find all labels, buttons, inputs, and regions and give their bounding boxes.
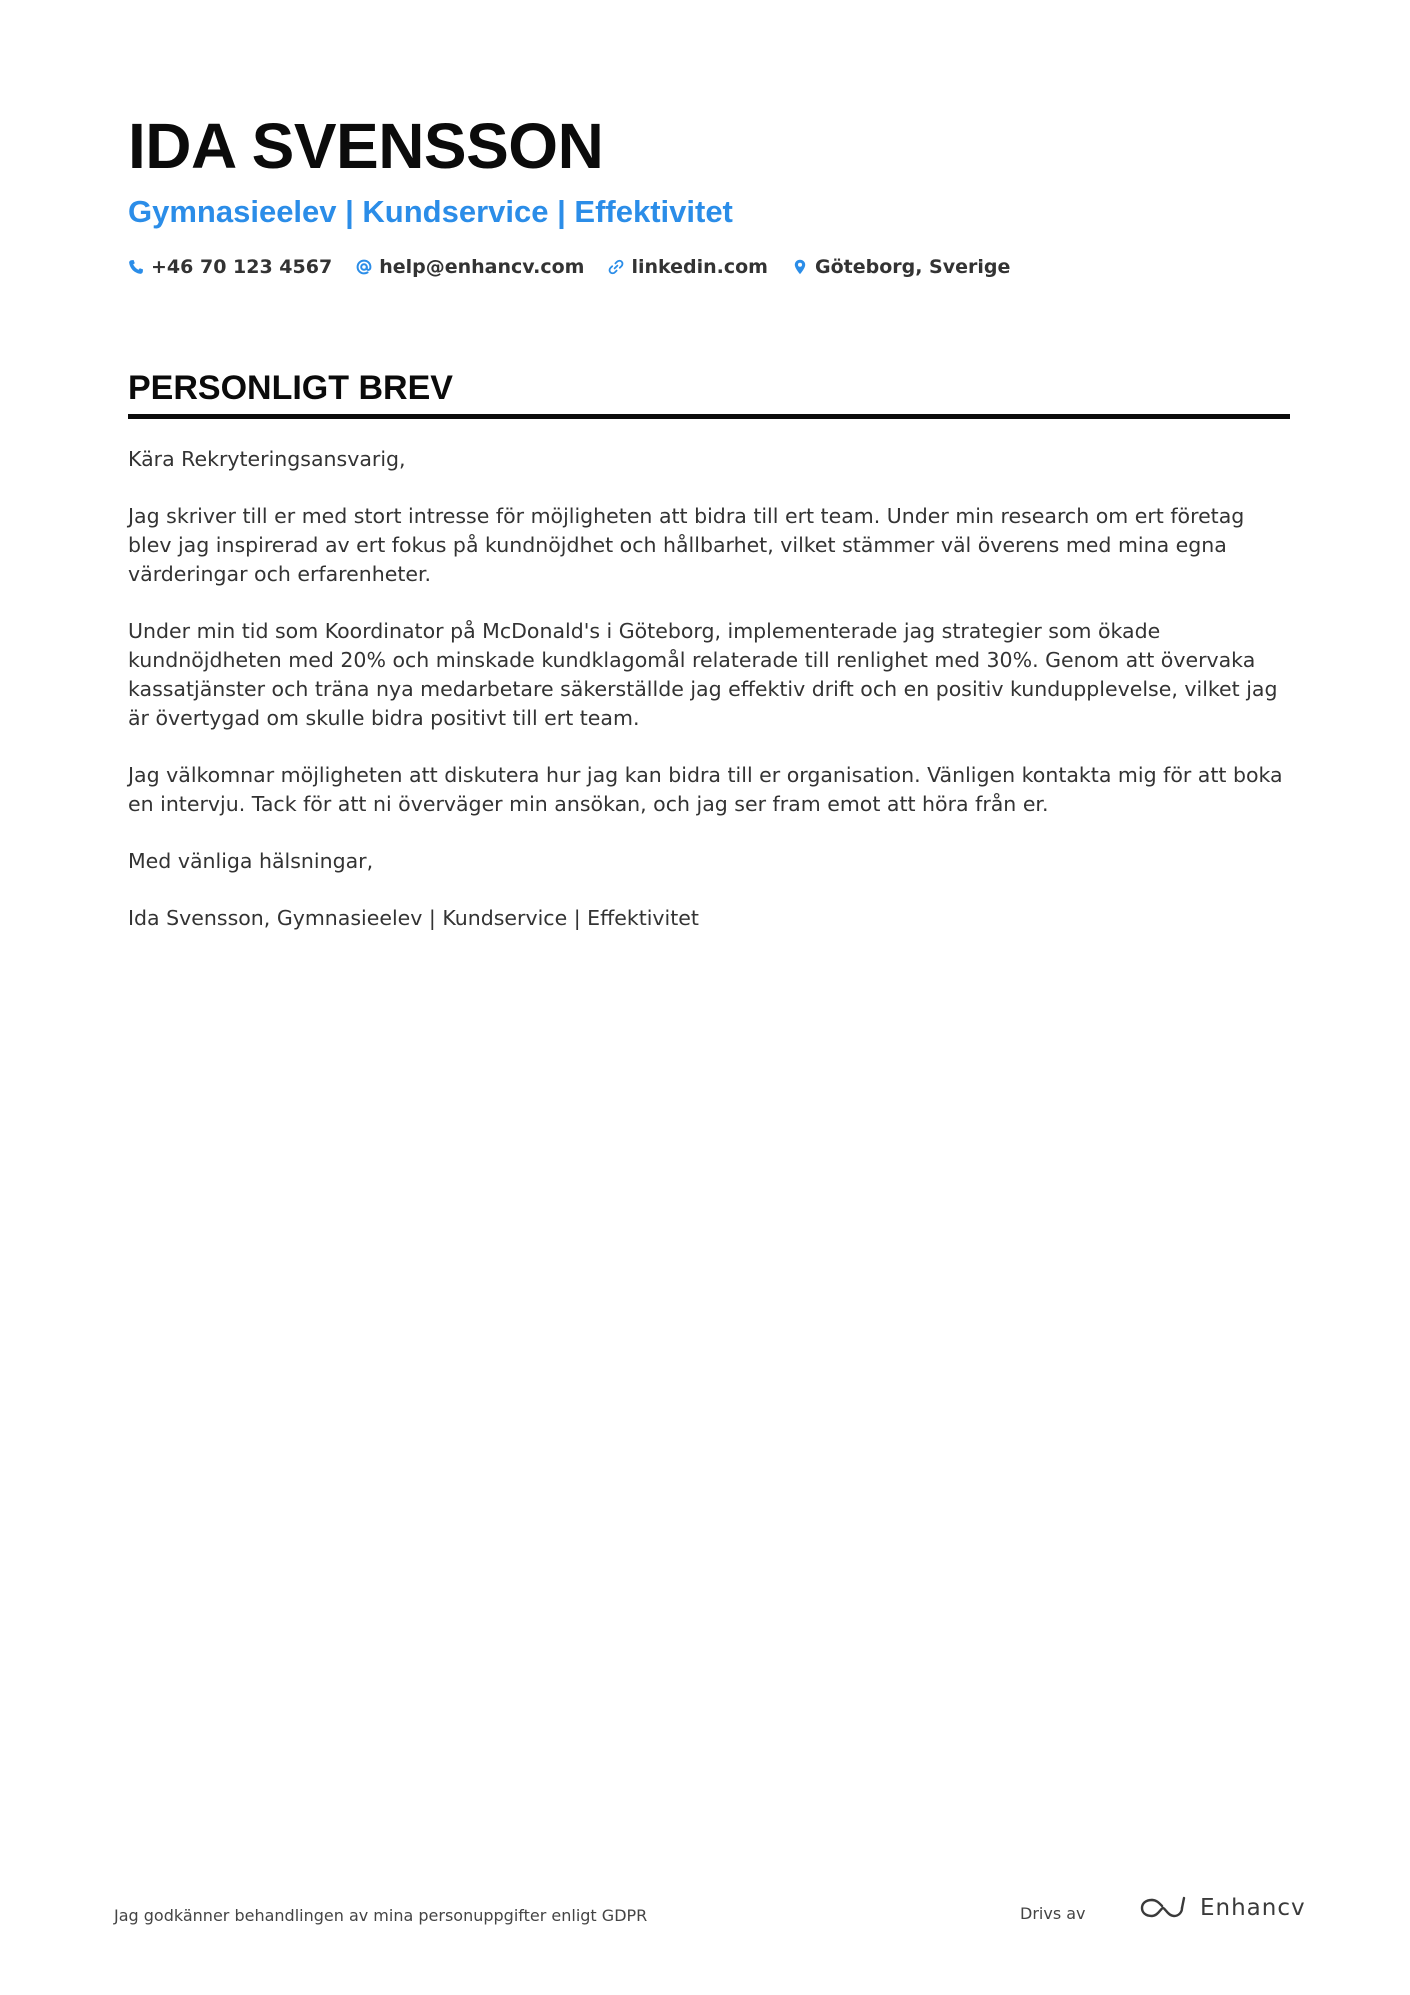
- powered-by-label: Drivs av: [1020, 1904, 1086, 1923]
- letter-paragraph: Under min tid som Koordinator på McDonald's i Göteborg, implementerade jag strategier som ökade kundnöjdheten med 20% och minskade kundklagomål relaterade till renlighet med 30%. Genom att övervaka kassatjänster och träna nya medarbetare säkerställde jag effektiv drift och en positiv kundupplevelse, vilket jag är övertygad om skulle bidra positivt till ert team.: [128, 619, 1278, 730]
- at-icon: [356, 259, 372, 275]
- contact-phone-text: +46 70 123 4567: [151, 256, 333, 278]
- letter-closing: Med vänliga hälsningar,: [128, 849, 374, 873]
- contact-bar: [128, 252, 1288, 282]
- letter-body: [128, 445, 1290, 933]
- applicant-name: IDA SVENSSON: [128, 110, 604, 182]
- location-pin-icon: [792, 259, 808, 275]
- enhancv-brand-link[interactable]: [1140, 1894, 1306, 1922]
- phone-icon: [128, 259, 144, 275]
- contact-location: [792, 256, 1010, 278]
- header: [128, 108, 1288, 282]
- enhancv-brand-name: Enhancv: [1200, 1895, 1306, 1921]
- applicant-headline: Gymnasieelev | Kundservice | Effektivitet: [128, 194, 733, 229]
- section-title: PERSONLIGT BREV: [128, 366, 1290, 419]
- letter-salutation: Kära Rekryteringsansvarig,: [128, 447, 406, 471]
- contact-location-text: Göteborg, Sverige: [814, 256, 1011, 278]
- contact-linkedin-text: linkedin.com: [631, 256, 768, 278]
- contact-linkedin[interactable]: [608, 256, 768, 278]
- link-icon: [608, 259, 624, 275]
- letter-paragraph: Jag skriver till er med stort intresse för möjligheten att bidra till ert team. Under min research om ert företag blev jag inspirerad av ert fokus på kundnöjdhet och hållbarhet, vilket stämmer väl överens med mina egna värderingar och erfarenheter.: [128, 504, 1245, 586]
- contact-phone[interactable]: [128, 256, 332, 278]
- letter-signature: Ida Svensson, Gymnasieelev | Kundservice | Effektivitet: [128, 906, 699, 930]
- letter-paragraph: Jag välkomnar möjligheten att diskutera hur jag kan bidra till er organisation. Vänligen kontakta mig för att boka en intervju. Tack för att ni överväger min ansökan, och jag ser fram emot att höra från er.: [128, 763, 1283, 816]
- gdpr-consent-text: Jag godkänner behandlingen av mina personuppgifter enligt GDPR: [114, 1906, 648, 1925]
- contact-email[interactable]: [356, 256, 584, 278]
- enhancv-logo-icon: [1140, 1894, 1186, 1922]
- contact-email-text: help@enhancv.com: [379, 256, 585, 278]
- cover-letter-section: [128, 366, 1290, 961]
- footer: [114, 1892, 1306, 1932]
